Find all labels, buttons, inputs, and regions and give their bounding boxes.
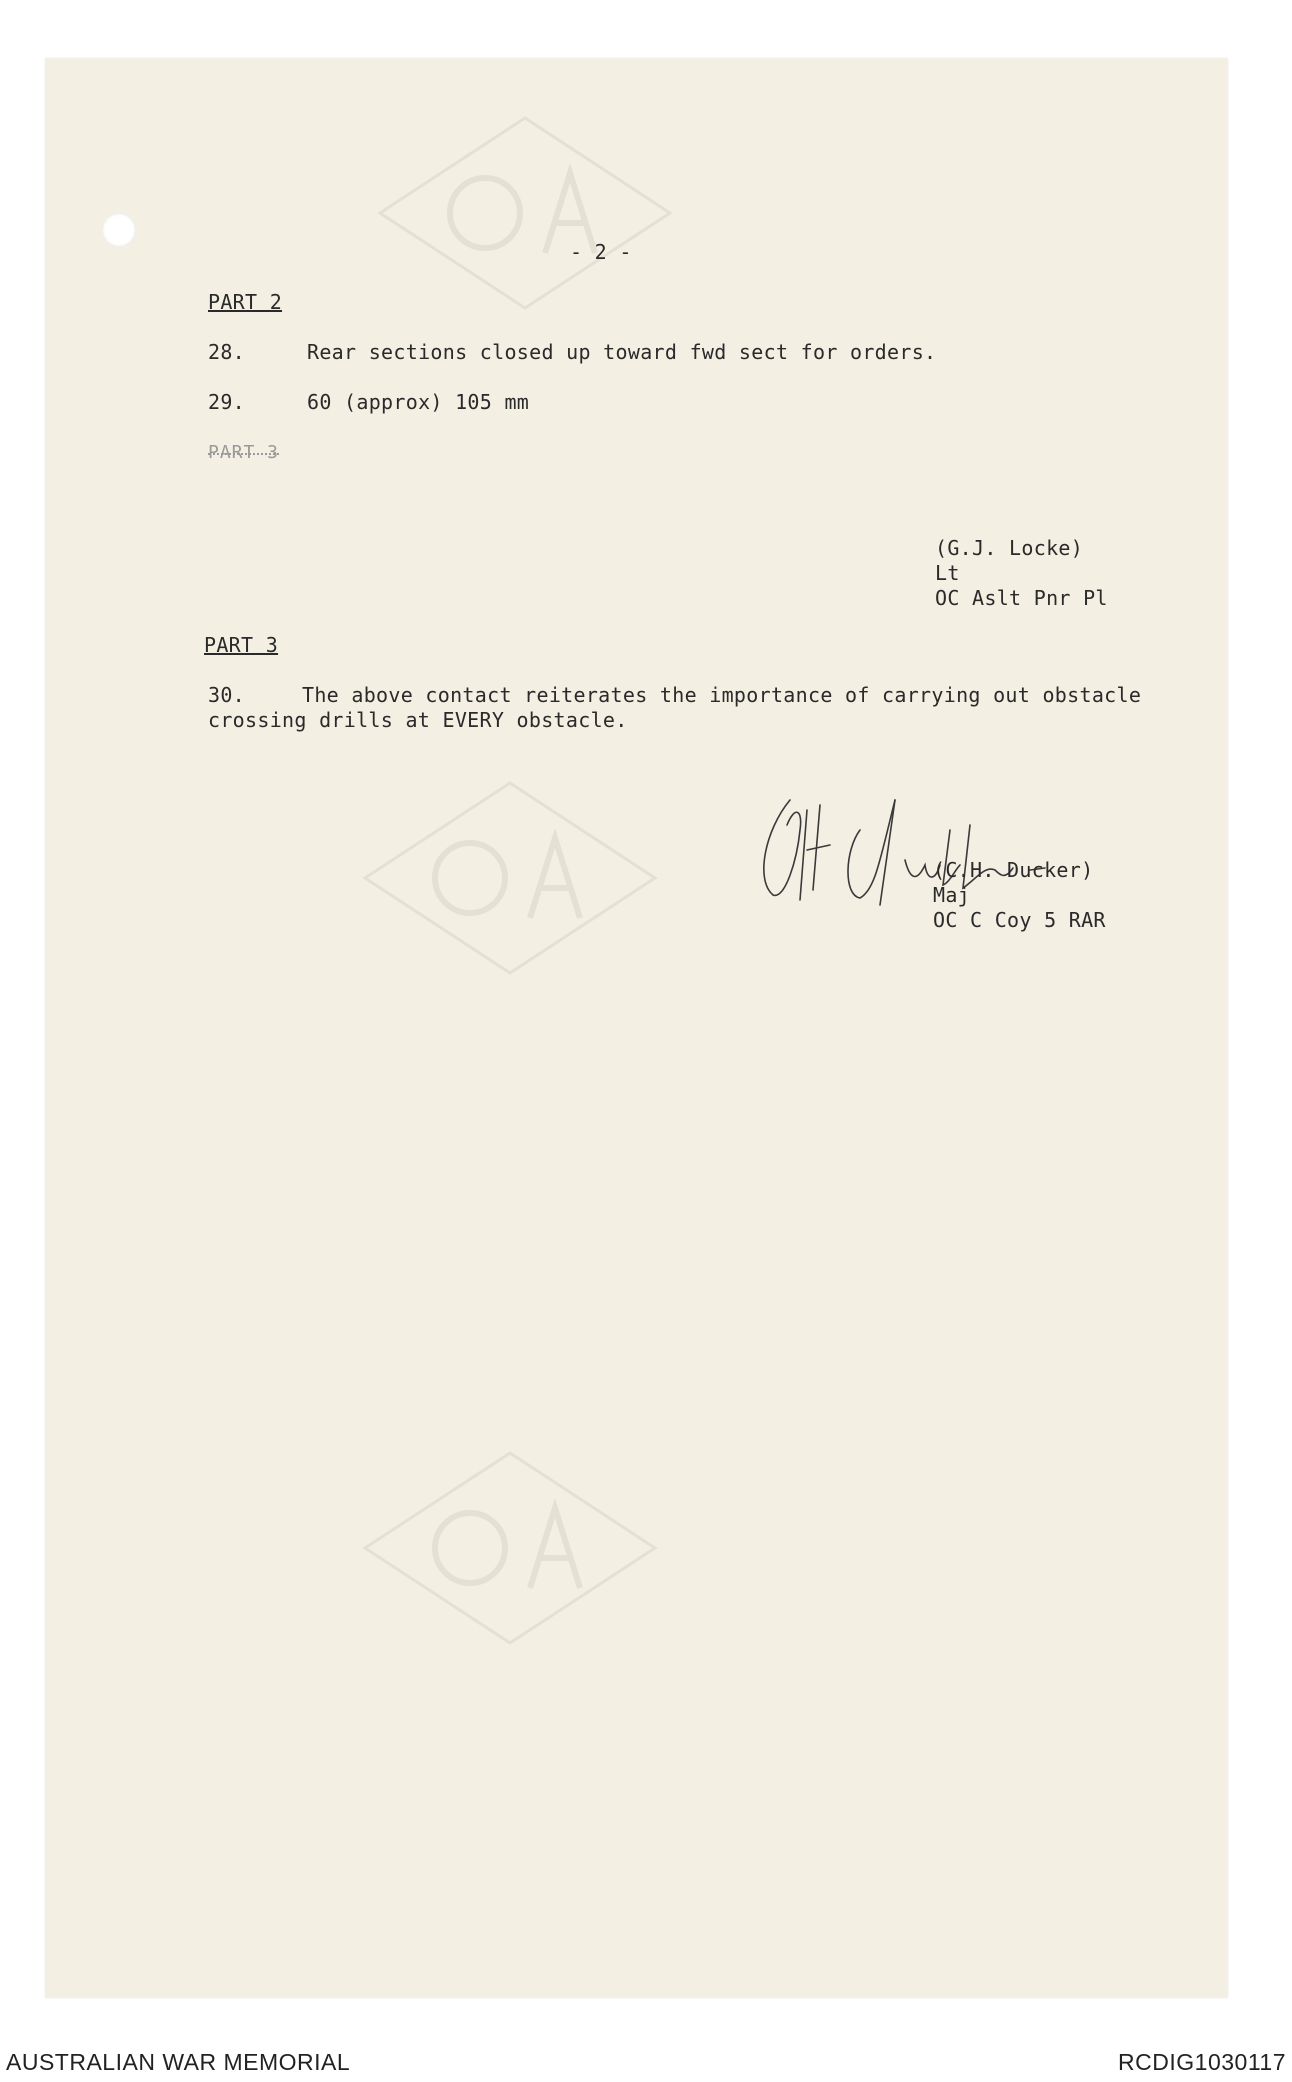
signatory2-name: (C.H. Ducker)	[933, 858, 1094, 882]
watermark-crest	[360, 1448, 660, 1648]
item-text: Rear sections closed up toward fwd sect for orders.	[307, 340, 937, 364]
item-text: The above contact reiterates the importance of carrying out obstacle	[302, 683, 1142, 707]
item-number: 29.	[208, 390, 246, 414]
signatory1-rank: Lt	[935, 561, 960, 585]
part3-heading: PART 3	[204, 633, 279, 657]
page-number: - 2 -	[570, 240, 632, 264]
signatory2-role: OC C Coy 5 RAR	[933, 908, 1106, 932]
signatory2-rank: Maj	[933, 883, 971, 907]
item-number: 28.	[208, 340, 246, 364]
watermark-crest	[375, 113, 675, 313]
punch-hole	[102, 213, 136, 247]
item-text: crossing drills at EVERY obstacle.	[208, 708, 628, 732]
signatory1-role: OC Aslt Pnr Pl	[935, 586, 1108, 610]
signatory1-name: (G.J. Locke)	[935, 536, 1084, 560]
document-page	[45, 58, 1228, 1998]
watermark-crest	[360, 778, 660, 978]
item-number: 30.	[208, 683, 246, 707]
struck-out-text: PART 3	[208, 442, 280, 463]
part2-heading: PART 2	[208, 290, 283, 314]
item-text: 60 (approx) 105 mm	[307, 390, 530, 414]
footer-reference-id: RCDIG1030117	[1118, 2049, 1286, 2075]
footer-institution: AUSTRALIAN WAR MEMORIAL	[6, 2049, 351, 2075]
strike-mark	[208, 453, 279, 455]
